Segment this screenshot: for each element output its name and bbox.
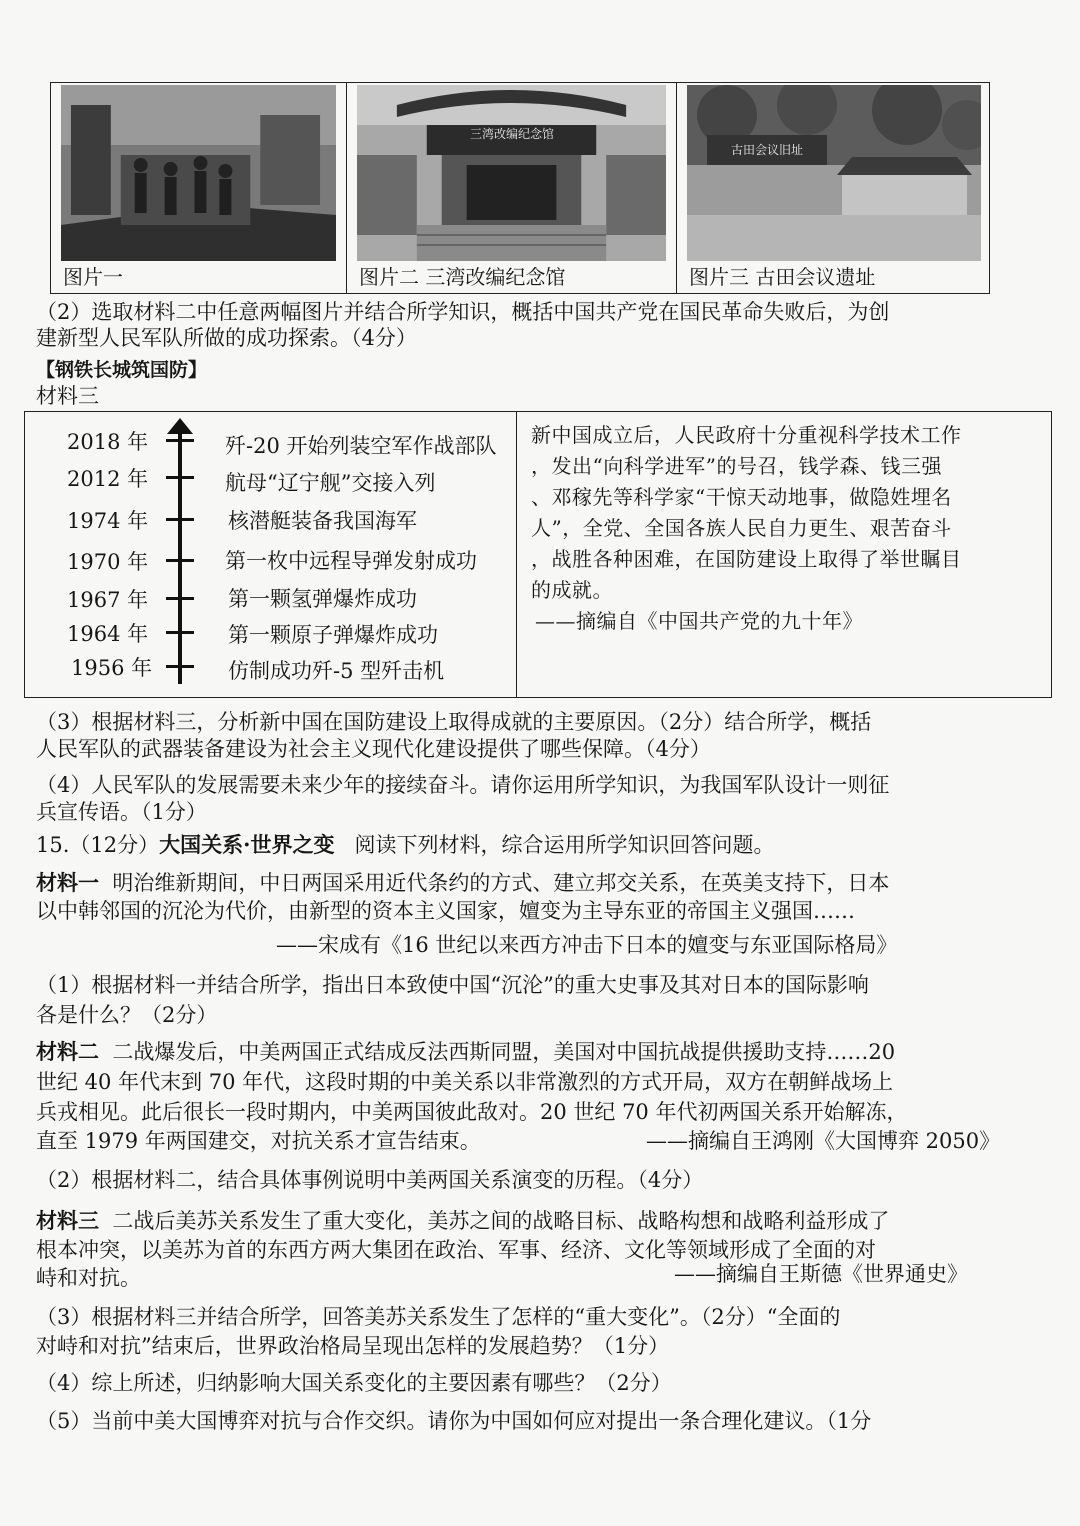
q15-sub1-line-1: （1）根据材料一并结合所学，指出日本致使中国“沉沦”的重大史事及其对日本的国际影响 — [36, 973, 869, 997]
q15-material3-text: 二战后美苏关系发生了重大变化，美苏之间的战略目标、战略构想和战略利益形成了 — [112, 1209, 890, 1233]
q15-sub3-line-1: （3）根据材料三并结合所学，回答美苏关系发生了怎样的“重大变化”。（2分）“全面的 — [36, 1305, 841, 1329]
timeline-tick — [166, 439, 194, 442]
q15-material1-line-1 — [36, 868, 889, 898]
q15-material3-line-3: 峙和对抗。 — [36, 1266, 141, 1290]
quote-line: 新中国成立后，人民政府十分重视科学技术工作 — [531, 423, 962, 447]
q15-sub1-line-2: 各是什么？（2分） — [36, 1003, 218, 1027]
q15-sub2: （2）根据材料二，结合具体事例说明中美两国关系演变的历程。（4分） — [36, 1168, 704, 1192]
timeline-year: 1964 年 — [67, 622, 149, 646]
picture-cell-2 — [347, 83, 677, 293]
timeline-tick — [166, 665, 194, 668]
q15-material2-source: ——摘编自王鸿刚《大国博弈 2050》 — [646, 1129, 1001, 1153]
timeline-event: 核潜艇装备我国海军 — [228, 509, 417, 533]
timeline-event: 仿制成功歼-5 型歼击机 — [228, 659, 445, 683]
timeline-event: 航母“辽宁舰”交接入列 — [225, 471, 436, 495]
q15-material2-line-1 — [36, 1037, 895, 1067]
q15-material1-line-2: 以中韩邻国的沉沦为代价，由新型的资本主义国家，嬗变为主导东亚的帝国主义强国…… — [36, 899, 855, 923]
timeline-tick — [166, 476, 194, 479]
timeline-tick — [166, 559, 194, 562]
q15-material1-text: 明治维新期间，中日两国采用近代条约的方式、建立邦交关系，在英美支持下，日本 — [112, 871, 890, 895]
timeline-axis — [178, 426, 182, 684]
q15-material1-label: 材料一 — [36, 870, 99, 895]
q15-sub4: （4）综上所述，归纳影响大国关系变化的主要因素有哪些？（2分） — [36, 1371, 672, 1395]
picture-2-caption: 图片二 三湾改编纪念馆 — [359, 265, 566, 289]
timeline-event: 第一颗氢弹爆炸成功 — [228, 587, 417, 611]
quote-line: ，发出“向科学进军”的号召，钱学森、钱三强 — [531, 454, 942, 478]
timeline-year: 2012 年 — [67, 467, 149, 491]
q15-material3-line-2: 根本冲突，以美苏为首的东西方两大集团在政治、军事、经济、文化等领域形成了全面的对 — [36, 1238, 876, 1262]
timeline-year: 1970 年 — [67, 550, 149, 574]
q15-material2-text: 二战爆发后，中美两国正式结成反法西斯同盟，美国对中国抗战提供援助支持……20 — [112, 1040, 896, 1064]
q3-line-2: 人民军队的武器装备建设为社会主义现代化建设提供了哪些保障。（4分） — [36, 737, 711, 761]
picture-cell-1 — [51, 83, 347, 293]
picture-1-photo — [61, 85, 336, 261]
material3-divider — [516, 412, 517, 697]
timeline-tick — [166, 597, 194, 600]
timeline-tick — [166, 631, 194, 634]
picture-3-sign: 古田会议旧址 — [730, 143, 803, 157]
material3-quote — [531, 420, 1041, 637]
timeline-year: 1974 年 — [67, 509, 149, 533]
quote-line: 、邓稼先等科学家“干惊天动地事，做隐姓埋名 — [531, 485, 952, 509]
q15-material2-line-4: 直至 1979 年两国建交，对抗关系才宣告结束。 — [36, 1129, 481, 1153]
picture-2-sign: 三湾改编纪念馆 — [469, 127, 554, 141]
picture-cell-3 — [677, 83, 991, 293]
material2-picture-table — [50, 82, 990, 294]
q4-line-2: 兵宣传语。（1分） — [36, 800, 207, 824]
timeline-event: 歼-20 开始列装空军作战部队 — [225, 434, 497, 458]
picture-3-photo — [687, 85, 981, 261]
timeline-year: 2018 年 — [67, 430, 149, 454]
q15-score: （12分） — [69, 833, 160, 857]
section-heading-defense: 【钢铁长城筑国防】 — [36, 359, 208, 381]
q15-material3-source: ——摘编自王斯德《世界通史》 — [674, 1262, 968, 1286]
q4-line-1: （4）人民军队的发展需要未来少年的接续奋斗。请你运用所学知识，为我国军队设计一则征 — [36, 773, 890, 797]
q2-line-2: 建新型人民军队所做的成功探索。（4分） — [36, 326, 417, 350]
timeline-tick — [166, 518, 194, 521]
picture-2-photo — [357, 85, 666, 261]
q15-material3-line-1 — [36, 1206, 889, 1236]
q15-sub3-line-2: 对峙和对抗”结束后，世界政治格局呈现出怎样的发展趋势？（1分） — [36, 1334, 670, 1358]
q15-header — [36, 830, 774, 860]
timeline-event: 第一枚中远程导弹发射成功 — [225, 549, 477, 573]
material3-label: 材料三 — [36, 384, 99, 408]
quote-line: 人”，全党、全国各族人民自力更生、艰苦奋斗 — [531, 516, 952, 540]
quote-line: 的成就。 — [531, 578, 613, 602]
timeline-year: 1956 年 — [71, 656, 153, 680]
q3-line-1: （3）根据材料三，分析新中国在国防建设上取得成就的主要原因。（2分）结合所学，概括 — [36, 710, 872, 734]
q15-material2-line-2: 世纪 40 年代末到 70 年代，这段时期的中美关系以非常激烈的方式开局，双方在朝鲜战场上 — [36, 1070, 894, 1094]
q15-material1-source: ——宋成有《16 世纪以来西方冲击下日本的嬗变与东亚国际格局》 — [276, 933, 898, 957]
q15-material2-line-3: 兵戎相见。此后很长一段时期内，中美两国彼此敌对。20 世纪 70 年代初两国关系开始解冻， — [36, 1100, 908, 1124]
quote-source: ——摘编自《中国共产党的九十年》 — [535, 609, 863, 633]
material3-box — [24, 411, 1052, 698]
q15-instruction: 阅读下列材料，综合运用所学知识回答问题。 — [354, 833, 775, 857]
timeline-event: 第一颗原子弹爆炸成功 — [228, 623, 438, 647]
q15-number: 15. — [36, 833, 70, 857]
quote-line: ，战胜各种困难，在国防建设上取得了举世瞩目 — [531, 547, 962, 571]
q15-material3-label: 材料三 — [36, 1208, 99, 1233]
picture-3-caption: 图片三 古田会议遗址 — [689, 265, 876, 289]
q15-topic: 大国关系·世界之变 — [159, 832, 335, 857]
picture-1-caption: 图片一 — [63, 265, 123, 289]
q15-sub5: （5）当前中美大国博弈对抗与合作交织。请你为中国如何应对提出一条合理化建议。（1分 — [36, 1409, 872, 1433]
timeline-year: 1967 年 — [67, 588, 149, 612]
q2-line-1: （2）选取材料二中任意两幅图片并结合所学知识，概括中国共产党在国民革命失败后，为创 — [36, 300, 890, 324]
q15-material2-label: 材料二 — [36, 1039, 99, 1064]
